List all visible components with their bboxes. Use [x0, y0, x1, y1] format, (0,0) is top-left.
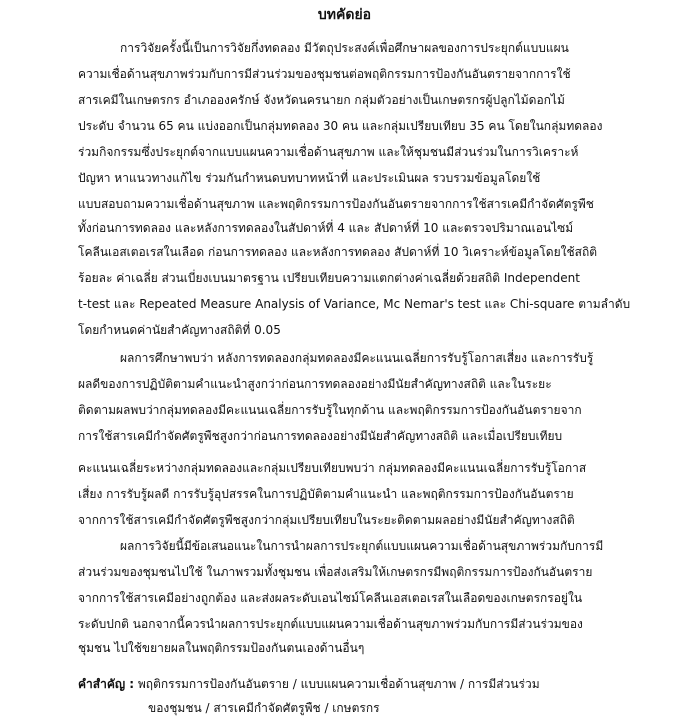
- keywords-text: พฤติกรรมการป้องกันอันตราย / แบบแผนความเชื่อด้านสุขภาพ / การมีส่วนร่วม: [137, 677, 540, 691]
- paragraph-1-line: t-test และ Repeated Measure Analysis of Variance, Mc Nemar's test และ Chi-square ตามลำดับ: [78, 297, 631, 311]
- paragraph-1-line: แบบสอบถามความเชื่อด้านสุขภาพ และพฤติกรรมการป้องกันอันตรายจากการใช้สารเคมีกำจัดศัตรูพืช: [78, 197, 594, 211]
- keywords-label: คำสำคัญ :: [78, 677, 135, 691]
- paragraph-1-line: ความเชื่อด้านสุขภาพร่วมกับการมีส่วนร่วมของชุมชนต่อพฤติกรรมการป้องกันอันตรายจากการใช้: [78, 67, 571, 81]
- paragraph-3-line: ผลการวิจัยนี้มีข้อเสนอแนะในการนำผลการประยุกต์แบบแผนความเชื่อด้านสุขภาพร่วมกับการมี: [120, 539, 604, 553]
- keywords-line: [78, 672, 540, 696]
- paragraph-1-line: โคลีนเอสเตอเรสในเลือด ก่อนการทดลอง และหลังการทดลอง สัปดาห์ที่ 10 วิเคราะห์ข้อมูลโดยใช้สถิติ: [78, 245, 597, 259]
- paragraph-1-line: ทั้งก่อนการทดลอง และหลังการทดลองในสัปดาห์ที่ 4 และ สัปดาห์ที่ 10 และตรวจปริมาณเอนไซม์: [78, 221, 574, 235]
- abstract-title: บทคัดย่อ: [317, 7, 372, 23]
- paragraph-2-line: การใช้สารเคมีกำจัดศัตรูพืชสูงกว่าก่อนการทดลองอย่างมีนัยสำคัญทางสถิติ และเมื่อเปรียบเทียบ: [78, 429, 563, 443]
- paragraph-3-line: จากการใช้สารเคมีอย่างถูกต้อง และส่งผลระดับเอนไซม์โคลีนเอสเตอเรสในเลือดของเกษตรกรอยู่ใน: [78, 591, 583, 605]
- paragraph-1-line: การวิจัยครั้งนี้เป็นการวิจัยกึ่งทดลอง มีวัตถุประสงค์เพื่อศึกษาผลของการประยุกต์แบบแผน: [120, 41, 569, 55]
- paragraph-2-line: ผลการศึกษาพบว่า หลังการทดลองกลุ่มทดลองมีคะแนนเฉลี่ยการรับรู้โอกาสเสี่ยง และการรับรู้: [120, 351, 594, 365]
- paragraph-3-line: ส่วนร่วมของชุมชนไปใช้ ในภาพรวมทั้งชุมชน เพื่อส่งเสริมให้เกษตรกรมีพฤติกรรมการป้องกันอันตราย: [78, 565, 593, 579]
- paragraph-3-line: ชุมชน ไปใช้ขยายผลในพฤติกรรมป้องกันตนเองด้านอื่นๆ: [78, 641, 365, 655]
- paragraph-1-line: ประดับ จำนวน 65 คน แบ่งออกเป็นกลุ่มทดลอง 30 คน และกลุ่มเปรียบเทียบ 35 คน โดยในกลุ่มทดลอง: [78, 119, 603, 133]
- paragraph-1-line: สารเคมีในเกษตรกร อำเภอองครักษ์ จังหวัดนครนายก กลุ่มตัวอย่างเป็นเกษตรกรผู้ปลูกไม้ดอกไม้: [78, 93, 565, 107]
- paragraph-2-line: ผลดีของการปฏิบัติตามคำแนะนำสูงกว่าก่อนการทดลองอย่างมีนัยสำคัญทางสถิติ และในระยะ: [78, 377, 552, 391]
- paragraph-2-line: เสี่ยง การรับรู้ผลดี การรับรู้อุปสรรคในการปฏิบัติตามคำแนะนำ และพฤติกรรมการป้องกันอันตราย: [78, 487, 574, 501]
- paragraph-2-line: จากการใช้สารเคมีกำจัดศัตรูพืชสูงกว่ากลุ่มเปรียบเทียบในระยะติดตามผลอย่างมีนัยสำคัญทางสถิติ: [78, 513, 575, 527]
- keywords-continuation: ของชุมชน / สารเคมีกำจัดศัตรูพืช / เกษตรกร: [148, 701, 380, 715]
- paragraph-1-line: ปัญหา หาแนวทางแก้ไข ร่วมกันกำหนดบทบาทหน้าที่ และประเมินผล รวบรวมข้อมูลโดยใช้: [78, 171, 541, 185]
- paragraph-2-line: คะแนนเฉลี่ยระหว่างกลุ่มทดลองและกลุ่มเปรียบเทียบพบว่า กลุ่มทดลองมีคะแนนเฉลี่ยการรับรู้โอกาส: [78, 461, 587, 475]
- paragraph-2-line: ติดตามผลพบว่ากลุ่มทดลองมีคะแนนเฉลี่ยการรับรู้ในทุกด้าน และพฤติกรรมการป้องกันอันตรายจาก: [78, 403, 582, 417]
- paragraph-3-line: ระดับปกติ นอกจากนี้ควรนำผลการประยุกต์แบบแผนความเชื่อด้านสุขภาพร่วมกับการมีส่วนร่วมของ: [78, 617, 583, 631]
- paragraph-1-line: โดยกำหนดค่านัยสำคัญทางสถิติที่ 0.05: [78, 323, 281, 337]
- paragraph-1-line: ร่วมกิจกรรมซึ่งประยุกต์จากแบบแผนความเชื่อด้านสุขภาพ และให้ชุมชนมีส่วนร่วมในการวิเคราะห์: [78, 145, 579, 159]
- paragraph-1-line: ร้อยละ ค่าเฉลี่ย ส่วนเบี่ยงเบนมาตรฐาน เปรียบเทียบความแตกต่างค่าเฉลี่ยด้วยสถิติ Independent: [78, 271, 580, 285]
